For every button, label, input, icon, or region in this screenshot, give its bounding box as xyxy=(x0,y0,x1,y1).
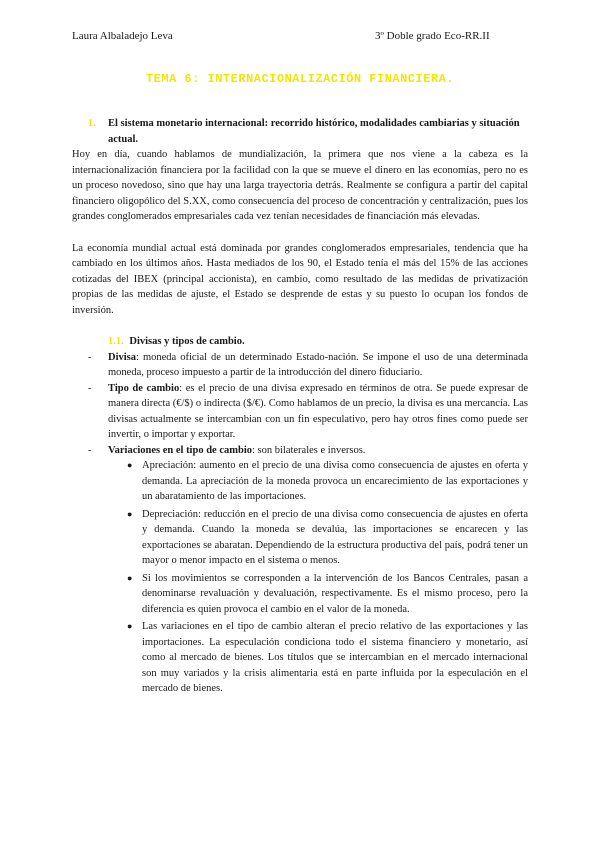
paragraph: Hoy en día, cuando hablamos de mundialización, la primera que nos viene a la cabeza es la internacionalización financiera por la facilidad con la que se mueve el dinero en las economías, pero no es un proceso novedoso, sino que hay una larga trayectoria detrás. Realmente se configura a partir del capital financiero oligopólico del S.XX, como consecuencia del proceso de concentración y centralización, pues los grandes conglomerados empresariales cada vez tenían necesidades de financiación más elevadas. xyxy=(72,149,528,222)
section-heading xyxy=(72,116,528,147)
section-heading-text: El sistema monetario internacional: recorrido histórico, modalidades cambiarias y situación actual. xyxy=(108,118,520,145)
definition-list xyxy=(72,350,528,459)
list-item-text: Apreciación: aumento en el precio de una divisa como consecuencia de ajustes en oferta y demanda. La apreciación de la moneda provoca un encarecimiento de las exportaciones y un abaratamiento de las importaciones. xyxy=(142,460,528,502)
section-number: 1. xyxy=(88,118,96,129)
bullet-icon: ● xyxy=(127,621,133,631)
definition-term: Divisa xyxy=(108,351,137,363)
definition-term: Tipo de cambio xyxy=(108,382,180,394)
list-item xyxy=(72,619,528,699)
header-course: 3º Doble grado Eco-RR.II xyxy=(375,30,490,42)
definition-item xyxy=(72,350,528,381)
bullet-list xyxy=(72,458,528,699)
bullet-icon: ● xyxy=(127,572,133,583)
dash-marker: - xyxy=(88,382,92,394)
definition-text: : es el precio de una divisa expresado en términos de otra. Se puede expresar de manera directa (€/$) o indirecta ($/€). Como hablamos de un precio, la divisa es una mercancía. Las divisas actualmente se intercambian con un fin especulativo, pero hay otros fines como puede ser invertir, o importar y exportar. xyxy=(108,382,529,440)
header-author: Laura Albaladejo Leva xyxy=(72,30,173,42)
bullet-icon: ● xyxy=(127,460,133,470)
definition-item xyxy=(72,443,528,459)
document-body xyxy=(72,116,528,699)
subsection-number: 1.1. xyxy=(108,336,124,347)
dash-marker: - xyxy=(88,351,92,363)
list-item xyxy=(72,571,528,620)
definition-item xyxy=(72,381,528,443)
paragraph: La economía mundial actual está dominada por grandes conglomerados empresariales, tendencia que ha cambiado en los últimos años. Hasta mediados de los 90, el Estado tenía el más del 15% de las acciones cotizadas del IBEX (principal accionista), en cambio, como resultado de las medidas de privatización propias de las medidas de ajuste, el Estado se desprende de estas y su puesto lo ocupan los fondos de inversión. xyxy=(72,242,528,316)
definition-text: : moneda oficial de un determinado Estado-nación. Se impone el uso de una determinada moneda, proceso impuesto a partir de la introducción del dinero fiduciario. xyxy=(108,351,528,378)
list-item-text: Si los movimientos se corresponden a la intervención de los Bancos Centrales, pasan a denominarse revaluación y devaluación, respectivamente. Es el mismo proceso, pero la diferencia es quien provoca el cambio en el valor de la moneda. xyxy=(142,572,528,615)
list-item xyxy=(72,458,528,507)
definition-term: Variaciones en el tipo de cambio xyxy=(108,444,252,456)
list-item-text: Las variaciones en el tipo de cambio alteran el precio relativo de las exportaciones y las importaciones. La especulación condiciona todo el sistema financiero y monetario, así como al mercado de bienes. Los títulos que se intercambian en el mercado internacional son muy variados y la crisis alimentaria está en parte influida por la especulación en el mercado de bienes. xyxy=(142,621,528,694)
dash-marker: - xyxy=(88,444,92,456)
subsection-heading xyxy=(108,334,528,350)
bullet-icon: ● xyxy=(127,508,133,519)
document-title: TEMA 6: INTERNACIONALIZACIÓN FINANCIERA. xyxy=(145,72,455,86)
subsection-heading-text: Divisas y tipos de cambio. xyxy=(129,336,245,347)
page-header xyxy=(72,30,528,44)
list-item xyxy=(72,507,528,571)
list-item-text: Depreciación: reducción en el precio de una divisa como consecuencia de ajustes en oferta y demanda. Cuando la moneda se devalúa, las importaciones se encarecen y las exportaciones se abaratan. Dependiendo de la estructura productiva del país, podrá tener un mayor o menor impacto en el sistema o menos. xyxy=(142,508,528,566)
definition-text: : son bilaterales e inversos. xyxy=(251,444,366,456)
